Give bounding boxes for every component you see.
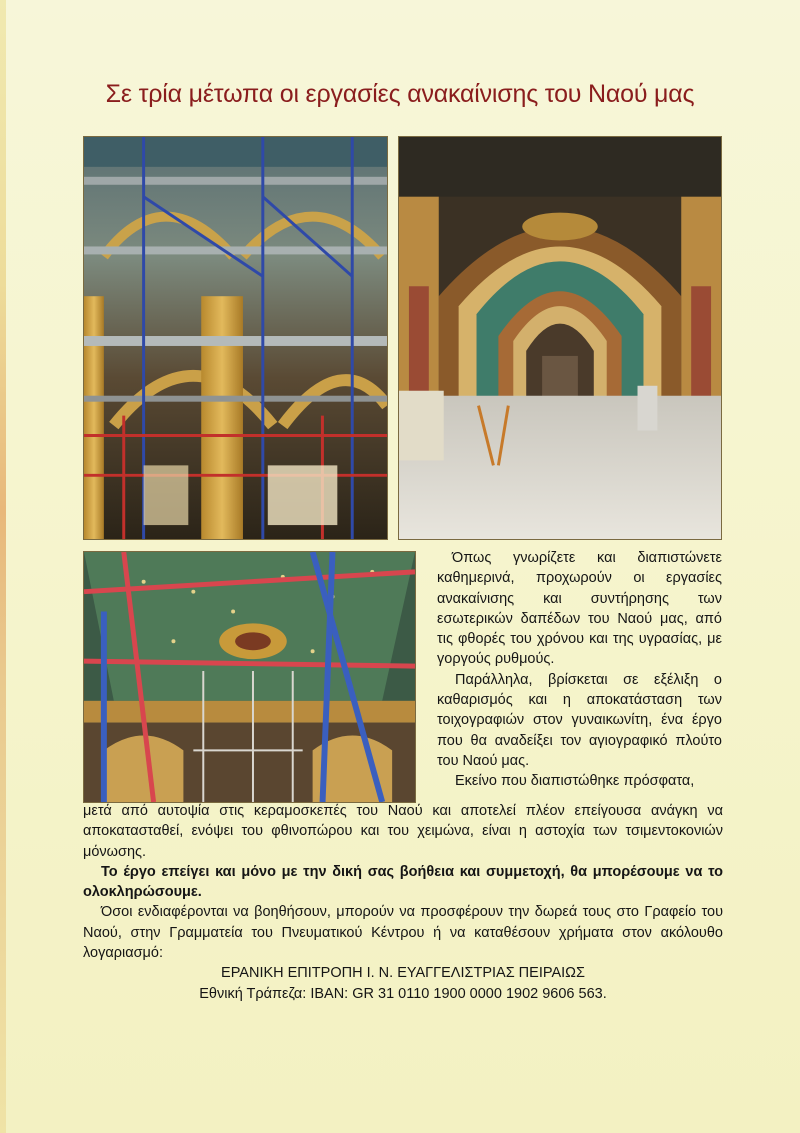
paragraph-roof-start: Εκείνο που διαπιστώθηκε πρόσφατα, <box>455 773 695 790</box>
paragraph-urgent-appeal: Το έργο επείγει και μόνο με την δική σας βοήθεια και συμμετοχή, θα μπορέσουμε να το ολοκληρώσουμε. <box>83 863 723 901</box>
ceiling-scaffolding-photo <box>83 551 416 803</box>
paragraph-frescoes: Παράλληλα, βρίσκεται σε εξέλιξη ο καθαρισμός και η αποκατάσταση των τοιχογραφιών στον γυναικωνίτη, ένα έργο που θα αναδείξει τον αγιογραφικό πλούτο του Ναού μας. <box>437 671 722 769</box>
account-name: ΕΡΑΝΙΚΗ ΕΠΙΤΡΟΠΗ Ι. Ν. ΕΥΑΓΓΕΛΙΣΤΡΙΑΣ ΠΕΙΡΑΙΩΣ <box>221 965 585 982</box>
arched-aisle-photo <box>398 136 722 540</box>
page-title: Σε τρία μέτωπα οι εργασίες ανακαίνισης του Ναού μας <box>105 80 695 108</box>
intro-text-column <box>437 548 722 792</box>
paragraph-roof-continued: μετά από αυτοψία στις κεραμοσκεπές του Ναού και αποτελεί πλέον επείγουσα ανάγκη να αποκατασταθεί, ενόψει του φθινοπώρου και του χειμώνα, είναι η αστοχία των τσιμεντοκονιών μόνωσης. <box>83 803 723 860</box>
account-iban: Εθνική Τράπεζα: IBAN: GR 31 0110 1900 0000 1902 9606 563. <box>199 985 607 1002</box>
paragraph-renovation-floors: Όπως γνωρίζετε και διαπιστώνετε καθημερινά, προχωρούν οι εργασίες ανακαίνισης και συντήρησης των εσωτερικών δαπέδων του Ναού μας, από τις φθορές του χρόνου και της υγρασίας, με γοργούς ρυθμούς. <box>437 550 722 668</box>
scaffolding-nave-photo <box>83 136 388 540</box>
paragraph-donation-info: Όσοι ενδιαφέρονται να βοηθήσουν, μπορούν να προσφέρουν την δωρεά τους στο Γραφείο του Ναού, στην Γραμματεία του Πνευματικού Κέντρου ή να καταθέσουν χρήματα στον ακόλουθο λογαριασμό: <box>83 904 723 962</box>
page-edge-strip <box>0 0 6 1133</box>
main-text-column <box>83 801 723 1004</box>
